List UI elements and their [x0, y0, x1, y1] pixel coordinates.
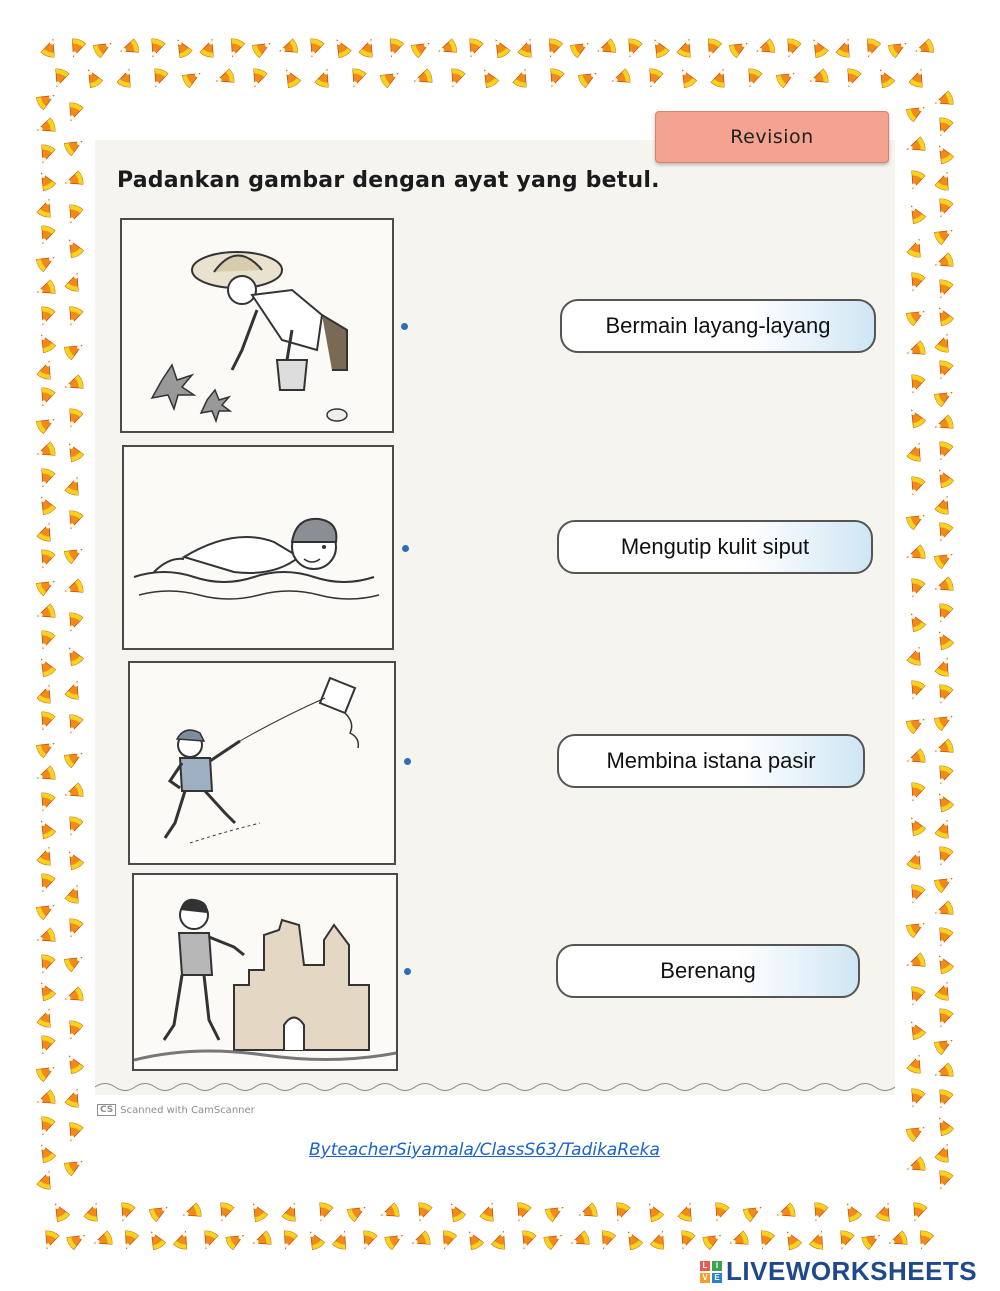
candy-corn-icon — [36, 792, 55, 813]
candy-corn-icon — [63, 987, 84, 1006]
candy-corn-icon — [808, 37, 829, 59]
candy-corn-icon — [478, 67, 499, 89]
page-edge-wave — [95, 1080, 895, 1094]
candy-corn-icon — [282, 1201, 301, 1222]
boy-flying-kite-icon — [130, 663, 394, 863]
boy-building-sandcastle-icon — [134, 875, 396, 1069]
candy-corn-icon — [905, 305, 927, 326]
candy-corn-icon — [146, 38, 165, 59]
candy-corn-icon — [842, 68, 861, 89]
candy-corn-icon — [82, 67, 103, 89]
candy-corn-icon — [35, 413, 57, 434]
candy-corn-icon — [63, 579, 84, 598]
candy-corn-icon — [315, 67, 334, 88]
candy-corn-icon — [933, 305, 954, 327]
candy-corn-icon — [35, 1061, 57, 1082]
candy-corn-icon — [438, 1230, 457, 1251]
candy-corn-icon — [358, 1230, 377, 1251]
candy-corn-icon — [643, 1201, 664, 1223]
candy-corn-icon — [36, 144, 55, 165]
candy-corn-icon — [905, 917, 927, 938]
candy-corn-icon — [676, 67, 697, 89]
candy-corn-icon — [907, 849, 926, 870]
candy-corn-icon — [63, 951, 85, 972]
candy-corn-icon — [934, 1089, 953, 1110]
candy-corn-icon — [36, 549, 55, 570]
candy-corn-icon — [677, 37, 696, 58]
liveworksheets-logo — [700, 1256, 977, 1287]
candy-corn-icon — [63, 849, 84, 871]
candy-corn-icon — [544, 1201, 566, 1222]
candy-corn-icon — [64, 102, 83, 123]
candy-corn-icon — [742, 1201, 764, 1222]
candy-corn-icon — [906, 374, 925, 395]
candy-corn-icon — [64, 918, 83, 939]
candy-corn-icon — [809, 1202, 828, 1223]
candy-corn-icon — [64, 510, 83, 531]
candy-corn-icon — [332, 1229, 351, 1250]
candy-corn-icon — [410, 1231, 431, 1250]
candy-corn-icon — [84, 1201, 103, 1222]
candy-corn-icon — [544, 38, 563, 59]
candy-corn-icon — [35, 251, 57, 272]
candy-corn-icon — [35, 766, 56, 785]
candy-corn-icon — [36, 225, 55, 246]
candy-corn-icon — [413, 1202, 432, 1223]
candy-corn-icon — [545, 68, 564, 89]
instruction-title: Padankan gambar dengan ayat yang betul. — [117, 168, 660, 193]
candy-corn-icon — [933, 253, 954, 272]
candy-corn-icon — [934, 765, 953, 786]
picture-building-sandcastle — [132, 873, 398, 1071]
candy-corn-icon — [775, 67, 797, 88]
liveworksheets-wordmark: LIVEWORKSHEETS — [726, 1256, 978, 1286]
candy-corn-icon — [63, 339, 85, 360]
candy-corn-icon — [346, 1201, 368, 1222]
candy-corn-icon — [728, 37, 750, 58]
candy-corn-icon — [934, 846, 953, 867]
candy-corn-icon — [35, 899, 57, 920]
candy-corn-icon — [490, 37, 511, 59]
candy-corn-icon — [905, 407, 926, 429]
candy-corn-icon — [63, 645, 84, 667]
candy-corn-icon — [35, 118, 56, 137]
candy-corn-icon — [63, 1155, 85, 1176]
candy-corn-icon — [915, 1230, 934, 1251]
candy-corn-icon — [65, 271, 84, 292]
candy-corn-icon — [906, 1088, 925, 1109]
candy-corn-icon — [145, 1229, 166, 1251]
candy-corn-icon — [63, 747, 85, 768]
candy-corn-icon — [149, 68, 168, 89]
candy-corn-icon — [518, 37, 537, 58]
liveworksheets-grid-icon: L I V E — [700, 1261, 722, 1283]
candy-corn-icon — [251, 37, 273, 58]
candy-corn-icon — [304, 1229, 325, 1251]
candy-corn-icon — [36, 630, 55, 651]
candy-corn-icon — [933, 1034, 955, 1055]
candy-corn-icon — [782, 38, 801, 59]
candy-corn-icon — [907, 645, 926, 666]
candy-corn-icon — [934, 684, 953, 705]
candy-corn-icon — [64, 714, 83, 735]
candy-corn-icon — [148, 1201, 170, 1222]
candy-corn-icon — [905, 545, 926, 564]
candy-corn-icon — [933, 548, 955, 569]
candy-corn-icon — [278, 39, 299, 58]
candy-corn-icon — [935, 1142, 954, 1163]
candy-corn-icon — [92, 1231, 113, 1250]
candy-corn-icon — [248, 68, 267, 89]
candy-corn-icon — [35, 1142, 56, 1164]
candy-corn-icon — [644, 68, 663, 89]
candy-corn-icon — [907, 1053, 926, 1074]
candy-corn-icon — [933, 91, 954, 110]
choice-berenang[interactable]: Berenang — [556, 944, 860, 998]
revision-badge: Revision — [655, 111, 889, 163]
candy-corn-icon — [463, 1229, 484, 1251]
candy-corn-icon — [37, 845, 56, 866]
candy-corn-icon — [437, 39, 458, 58]
candy-corn-icon — [577, 67, 599, 88]
candy-corn-icon — [347, 68, 366, 89]
choice-membina-istana-pasir[interactable]: Membina istana pasir — [557, 734, 865, 788]
candy-corn-icon — [622, 1229, 643, 1251]
candy-corn-icon — [905, 203, 926, 225]
candy-corn-icon — [906, 884, 925, 905]
candy-corn-icon — [37, 359, 56, 380]
candy-corn-icon — [933, 629, 954, 651]
candy-corn-icon — [906, 476, 925, 497]
candy-corn-icon — [199, 1230, 218, 1251]
credit-link[interactable]: ByteacherSiyamala/ClassS63/TadikaReka — [309, 1140, 660, 1160]
candy-corn-icon — [63, 783, 84, 802]
candy-corn-icon — [379, 67, 401, 88]
camscanner-watermark — [97, 1104, 255, 1116]
candy-corn-icon — [35, 818, 56, 840]
candy-corn-icon — [464, 38, 483, 59]
candy-corn-icon — [36, 873, 55, 894]
candy-corn-icon — [933, 386, 955, 407]
candy-corn-icon — [934, 927, 953, 948]
candy-corn-icon — [934, 279, 953, 300]
candy-corn-icon — [905, 713, 927, 734]
candy-corn-icon — [906, 680, 925, 701]
match-dot-2[interactable] — [402, 545, 409, 552]
candy-corn-icon — [906, 272, 925, 293]
candy-corn-icon — [36, 387, 55, 408]
candy-corn-icon — [809, 1229, 828, 1250]
candy-corn-icon — [597, 1230, 616, 1251]
candy-corn-icon — [64, 1122, 83, 1143]
candy-corn-icon — [36, 1035, 55, 1056]
candy-corn-icon — [933, 143, 954, 165]
candy-corn-icon — [775, 1203, 796, 1222]
candy-corn-icon — [65, 883, 84, 904]
candy-corn-icon — [905, 953, 926, 972]
candy-corn-icon — [905, 509, 927, 530]
candy-corn-icon — [214, 69, 235, 88]
candy-corn-icon — [650, 1229, 669, 1250]
candy-corn-icon — [933, 415, 954, 434]
candy-corn-icon — [678, 1201, 697, 1222]
candy-corn-icon — [935, 980, 954, 1001]
candy-corn-icon — [35, 494, 56, 516]
choice-bermain-layang-layang[interactable]: Bermain layang-layang — [560, 299, 876, 353]
candy-corn-icon — [119, 39, 140, 58]
candy-corn-icon — [65, 1087, 84, 1108]
candy-corn-icon — [36, 954, 55, 975]
candy-corn-icon — [728, 1231, 749, 1250]
candy-corn-icon — [384, 1229, 406, 1250]
candy-corn-icon — [876, 1201, 895, 1222]
candy-corn-icon — [37, 197, 56, 218]
candy-corn-icon — [914, 39, 935, 58]
candy-corn-icon — [36, 1116, 55, 1137]
candy-corn-icon — [781, 1229, 802, 1251]
candy-corn-icon — [887, 1231, 908, 1250]
candy-corn-icon — [933, 901, 954, 920]
candy-corn-icon — [934, 360, 953, 381]
candy-corn-icon — [35, 928, 56, 947]
candy-corn-icon — [63, 375, 84, 394]
candy-corn-icon — [35, 442, 56, 461]
candy-corn-icon — [63, 543, 85, 564]
candy-corn-icon — [908, 1202, 927, 1223]
candy-corn-icon — [543, 1229, 565, 1250]
candy-corn-icon — [905, 815, 926, 837]
candy-corn-icon — [35, 980, 56, 1002]
candy-corn-icon — [933, 224, 955, 245]
candy-corn-icon — [907, 237, 926, 258]
candy-corn-icon — [933, 739, 954, 758]
boy-collecting-shells-icon — [122, 220, 392, 431]
candy-corn-icon — [935, 332, 954, 353]
candy-corn-icon — [63, 237, 84, 259]
candy-corn-icon — [905, 137, 926, 156]
candy-corn-icon — [934, 117, 953, 138]
candy-corn-icon — [933, 577, 954, 596]
candy-corn-icon — [64, 408, 83, 429]
candy-corn-icon — [935, 170, 954, 191]
candy-corn-icon — [934, 522, 953, 543]
candy-corn-icon — [412, 69, 433, 88]
candy-corn-icon — [836, 37, 855, 58]
candy-corn-icon — [933, 953, 954, 975]
candy-corn-icon — [251, 1231, 272, 1250]
candy-corn-icon — [906, 782, 925, 803]
candy-corn-icon — [63, 1053, 84, 1075]
candy-corn-icon — [445, 1201, 466, 1223]
candy-corn-icon — [906, 578, 925, 599]
picture-flying-kite — [128, 661, 396, 865]
candy-corn-icon — [40, 1230, 59, 1251]
candy-corn-icon — [200, 37, 219, 58]
candy-corn-icon — [934, 441, 953, 462]
choice-mengutip-kulit-siput[interactable]: Mengutip kulit siput — [557, 520, 873, 574]
candy-corn-icon — [905, 611, 926, 633]
candy-corn-icon — [35, 280, 56, 299]
candy-corn-icon — [905, 1019, 926, 1041]
candy-corn-icon — [743, 68, 762, 89]
candy-corn-icon — [577, 1203, 598, 1222]
candy-corn-icon — [905, 341, 926, 360]
candy-corn-icon — [517, 1230, 536, 1251]
candy-corn-icon — [569, 1231, 590, 1250]
candy-corn-icon — [37, 683, 56, 704]
candy-corn-icon — [933, 1115, 954, 1137]
candy-corn-icon — [37, 1169, 56, 1190]
candy-corn-icon — [64, 306, 83, 327]
candy-corn-icon — [513, 67, 532, 88]
candy-corn-icon — [934, 1008, 953, 1029]
candy-corn-icon — [116, 1202, 135, 1223]
candy-corn-icon — [36, 468, 55, 489]
match-dot-4[interactable] — [404, 968, 411, 975]
match-dot-1[interactable] — [401, 323, 408, 330]
candy-corn-icon — [49, 1201, 70, 1223]
candy-corn-icon — [36, 306, 55, 327]
match-dot-3[interactable] — [404, 758, 411, 765]
candy-corn-icon — [65, 475, 84, 496]
candy-corn-icon — [649, 37, 670, 59]
camscanner-logo-icon: CS — [97, 1104, 116, 1116]
candy-corn-icon — [225, 1229, 247, 1250]
candy-corn-icon — [173, 1229, 192, 1250]
candy-corn-icon — [569, 37, 591, 58]
candy-corn-icon — [63, 135, 85, 156]
candy-corn-icon — [64, 1020, 83, 1041]
candy-corn-icon — [611, 1202, 630, 1223]
candy-corn-icon — [379, 1203, 400, 1222]
candy-corn-icon — [35, 575, 57, 596]
candy-corn-icon — [934, 1170, 953, 1191]
candy-corn-icon — [703, 38, 722, 59]
candy-corn-icon — [65, 679, 84, 700]
candy-corn-icon — [64, 816, 83, 837]
camscanner-text: Scanned with CamScanner — [120, 1104, 255, 1116]
candy-corn-icon — [63, 441, 84, 463]
candy-corn-icon — [841, 1201, 862, 1223]
candy-corn-icon — [906, 986, 925, 1007]
candy-corn-icon — [935, 656, 954, 677]
candy-corn-icon — [887, 37, 909, 58]
candy-corn-icon — [37, 1007, 56, 1028]
candy-corn-icon — [35, 89, 57, 110]
candy-corn-icon — [491, 1229, 510, 1250]
candy-corn-icon — [35, 604, 56, 623]
candy-corn-icon — [933, 1063, 954, 1082]
candy-corn-icon — [905, 1157, 926, 1176]
candy-corn-icon — [331, 37, 352, 59]
candy-corn-icon — [35, 170, 56, 192]
candy-corn-icon — [67, 38, 86, 59]
candy-corn-icon — [215, 1202, 234, 1223]
candy-corn-icon — [934, 603, 953, 624]
candy-corn-icon — [861, 1229, 883, 1250]
candy-corn-icon — [905, 101, 927, 122]
candy-corn-icon — [181, 1203, 202, 1222]
candy-corn-icon — [623, 38, 642, 59]
candy-corn-icon — [117, 67, 136, 88]
candy-corn-icon — [905, 749, 926, 768]
candy-corn-icon — [35, 1090, 56, 1109]
candy-corn-icon — [314, 1202, 333, 1223]
picture-collecting-shells — [120, 218, 394, 433]
candy-corn-icon — [756, 1230, 775, 1251]
candy-corn-icon — [226, 38, 245, 59]
candy-corn-icon — [755, 39, 776, 58]
candy-corn-icon — [66, 1229, 88, 1250]
candy-corn-icon — [50, 68, 69, 89]
candy-corn-icon — [64, 204, 83, 225]
candy-corn-icon — [610, 69, 631, 88]
candy-corn-icon — [305, 38, 324, 59]
candy-corn-icon — [512, 1202, 531, 1223]
candy-corn-icon — [385, 38, 404, 59]
candy-corn-icon — [702, 1229, 724, 1250]
candy-corn-icon — [410, 37, 432, 58]
candy-corn-icon — [247, 1201, 268, 1223]
candy-corn-icon — [63, 171, 84, 190]
candy-corn-icon — [172, 37, 193, 59]
candy-corn-icon — [862, 38, 881, 59]
candy-corn-icon — [934, 198, 953, 219]
candy-corn-icon — [120, 1230, 139, 1251]
candy-corn-icon — [905, 1121, 927, 1142]
candy-corn-icon — [906, 170, 925, 191]
candy-corn-icon — [37, 521, 56, 542]
candy-corn-icon — [35, 332, 56, 354]
candy-corn-icon — [933, 467, 954, 489]
candy-corn-icon — [596, 39, 617, 58]
candy-corn-icon — [92, 37, 114, 58]
candy-corn-icon — [279, 1230, 298, 1251]
candy-corn-icon — [835, 1230, 854, 1251]
candy-corn-icon — [909, 67, 928, 88]
candy-corn-icon — [933, 710, 955, 731]
candy-corn-icon — [935, 494, 954, 515]
candy-corn-icon — [64, 612, 83, 633]
candy-corn-icon — [446, 68, 465, 89]
boy-swimming-icon — [124, 447, 392, 648]
candy-corn-icon — [35, 737, 57, 758]
candy-corn-icon — [36, 711, 55, 732]
candy-corn-icon — [874, 67, 895, 89]
candy-corn-icon — [935, 818, 954, 839]
candy-corn-icon — [35, 656, 56, 678]
candy-corn-icon — [676, 1230, 695, 1251]
candy-corn-icon — [711, 67, 730, 88]
candy-corn-icon — [808, 69, 829, 88]
candy-corn-icon — [710, 1202, 729, 1223]
candy-corn-icon — [280, 67, 301, 89]
candy-corn-icon — [181, 67, 203, 88]
candy-corn-icon — [933, 791, 954, 813]
candy-corn-icon — [359, 37, 378, 58]
candy-corn-icon — [933, 872, 955, 893]
picture-swimming — [122, 445, 394, 650]
candy-corn-icon — [41, 37, 60, 58]
candy-corn-icon — [907, 441, 926, 462]
candy-corn-icon — [480, 1201, 499, 1222]
